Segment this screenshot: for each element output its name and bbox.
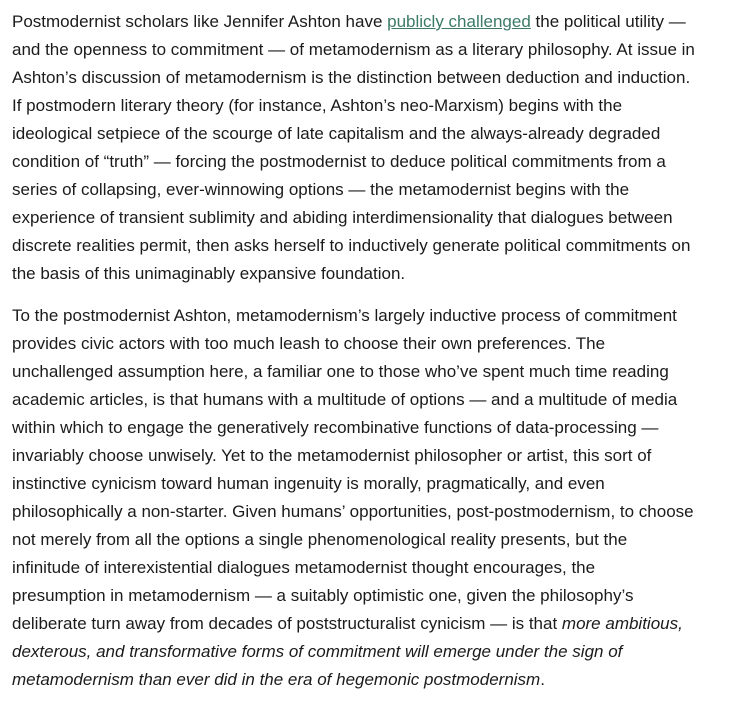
paragraph-1	[12, 8, 738, 288]
text-line: academic articles, is that humans with a multitude of options — and a multitude of media	[12, 390, 678, 409]
text-segment: .	[540, 670, 545, 689]
text-line: ideological setpiece of the scourge of late capitalism and the always-already degraded	[12, 124, 661, 143]
paragraph-spacer	[12, 288, 738, 302]
text-line	[12, 638, 738, 666]
text-line	[12, 610, 738, 638]
paragraph-2	[12, 302, 738, 694]
text-line: presumption in metamodernism — a suitably optimistic one, given the philosophy’s	[12, 586, 634, 605]
text-line: within which to engage the generatively recombinative functions of data-processing —	[12, 418, 659, 437]
text-line: invariably choose unwisely. Yet to the metamodernist philosopher or artist, this sort of	[12, 446, 652, 465]
text-line: To the postmodernist Ashton, metamodernism’s largely inductive process of commitment	[12, 306, 677, 325]
emphasized-text: dexterous, and transformative forms of commitment will emerge under the sign of	[12, 642, 623, 661]
text-segment: Postmodernist scholars like Jennifer Ashton have	[12, 12, 388, 31]
text-line: provides civic actors with too much leash to choose their own preferences. The	[12, 334, 606, 353]
emphasized-text: more ambitious,	[561, 614, 683, 633]
text-line: instinctive cynicism toward human ingenuity is morally, pragmatically, and even	[12, 474, 605, 493]
emphasized-text: metamodernism than ever did in the era of hegemonic postmodernism	[12, 670, 541, 689]
publicly-challenged-link[interactable]: publicly challenged	[387, 12, 531, 31]
text-segment: deliberate turn away from decades of poststructuralist cynicism — is that	[12, 614, 562, 633]
text-line: and the openness to commitment — of metamodernism as a literary philosophy. At issue in	[12, 40, 695, 59]
text-line: discrete realities permit, then asks herself to inductively generate political commitments on	[12, 236, 691, 255]
text-line: unchallenged assumption here, a familiar one to those who’ve spent much time reading	[12, 362, 669, 381]
text-line: the basis of this unimaginably expansive foundation.	[12, 264, 406, 283]
text-line: philosophically a non-starter. Given humans’ opportunities, post-postmodernism, to choose	[12, 502, 694, 521]
text-line: infinitude of interexistential dialogues metamodernist thought encourages, the	[12, 558, 596, 577]
text-line: Ashton’s discussion of metamodernism is the distinction between deduction and induction.	[12, 68, 691, 87]
text-line: condition of “truth” — forcing the postmodernist to deduce political commitments from a	[12, 152, 666, 171]
text-line	[12, 8, 738, 36]
text-line	[12, 666, 738, 694]
text-line: experience of transient sublimity and abiding interdimensionality that dialogues between	[12, 208, 673, 227]
text-line: If postmodern literary theory (for instance, Ashton’s neo-Marxism) begins with the	[12, 96, 623, 115]
text-segment: the political utility —	[530, 12, 686, 31]
text-line: not merely from all the options a single phenomenological reality presents, but the	[12, 530, 628, 549]
text-line: series of collapsing, ever-winnowing options — the metamodernist begins with the	[12, 180, 630, 199]
